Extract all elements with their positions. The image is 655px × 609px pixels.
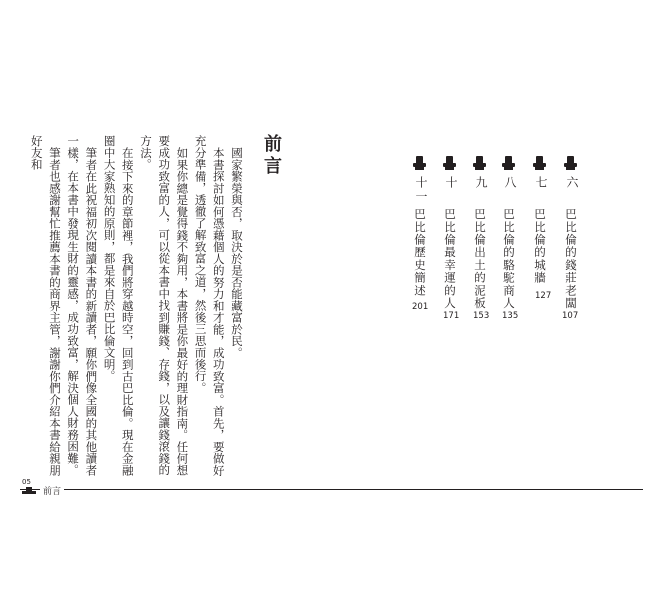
toc-entry [440, 156, 460, 326]
hat-icon [413, 156, 426, 170]
toc-chapter-number: 六 [565, 176, 579, 190]
hat-icon [564, 156, 577, 170]
toc-chapter-title: 巴比倫的駱駝商人 [502, 208, 516, 310]
toc-page-number: 171 [443, 311, 460, 321]
toc-chapter-title: 巴比倫歷史簡述 [413, 208, 427, 297]
toc-page-number: 135 [502, 311, 519, 321]
toc-chapter-number: 十 [444, 176, 458, 190]
preface-paragraph: 國家繁榮與否，取決於是否能藏富於民。 [230, 146, 244, 358]
toc-chapter-title: 巴比倫出土的泥板 [473, 208, 487, 310]
preface-paragraph: 筆者也感謝幫忙推薦本書的商界主管，謝謝你們介紹本書給親朋好友和 [29, 135, 62, 476]
preface-heading: 前言 [261, 134, 282, 178]
hat-icon [22, 487, 36, 495]
toc-chapter-title: 巴比倫的城牆 [533, 208, 547, 285]
toc-chapter-title: 巴比倫最幸運的人 [443, 208, 457, 310]
toc-entry [499, 156, 519, 326]
hat-icon [443, 156, 456, 170]
toc-chapter-number: 九 [474, 176, 488, 190]
preface-paragraph: 如果你總是覺得錢不夠用，本書將是你最好的理財指南。任何想要成功致富的人，可以從本書中找到賺錢、存錢，以及讓錢滾錢的方法。 [138, 135, 190, 476]
hat-icon [473, 156, 486, 170]
toc-page-number: 153 [473, 311, 490, 321]
preface-paragraph: 筆者在此祝福初次閱讀本書的新讀者，願你們像全國的其他讀者一樣，在本書中發現生財的靈感，成功致富，解決個人財務困難。 [66, 135, 99, 476]
hat-icon [533, 156, 546, 170]
toc-page-number: 127 [535, 291, 552, 301]
toc-entry [470, 156, 490, 326]
toc-chapter-number: 七 [534, 176, 548, 190]
toc-chapter-title: 巴比倫的錢莊老闆 [564, 208, 578, 310]
preface-body [29, 135, 246, 477]
preface-paragraph: 本書探討如何憑藉個人的努力和才能，成功致富。首先，要做好充分準備，透徹了解致富之道，然後三思而後行。 [193, 135, 226, 476]
page-number: 05 [22, 478, 31, 486]
toc-entry [561, 156, 581, 326]
preface-paragraph: 在接下來的章節裡，我們將穿越時空，回到古巴比倫。現在金融圈中大家熟知的原則，都是來自於巴比倫文明。 [102, 135, 135, 476]
running-footer-label: 前言 [40, 484, 64, 497]
toc-chapter-number: 十一 [414, 176, 428, 204]
footer-divider [20, 489, 643, 490]
hat-icon [502, 156, 515, 170]
toc-page-number: 201 [412, 302, 429, 312]
toc-page-number: 107 [562, 311, 579, 321]
toc-chapter-number: 八 [503, 176, 517, 190]
toc-entry [410, 156, 430, 326]
